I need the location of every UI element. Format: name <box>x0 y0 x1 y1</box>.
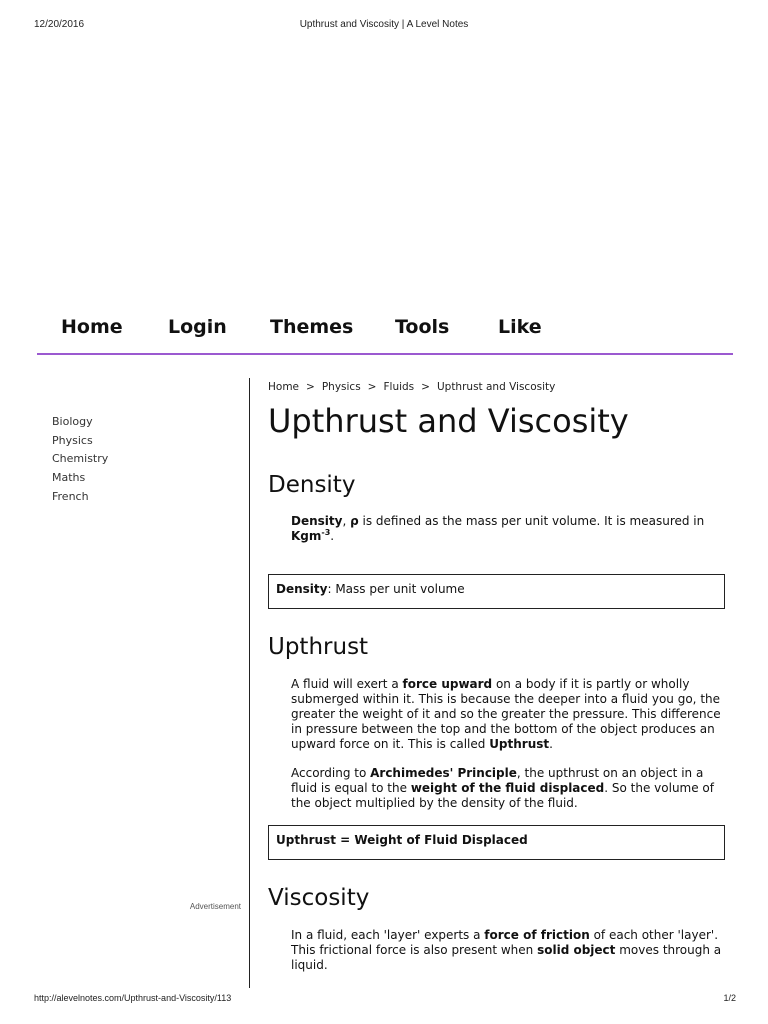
text-run: According to <box>291 766 371 780</box>
density-definition-box <box>268 574 725 609</box>
nav-themes[interactable]: Themes <box>270 316 354 338</box>
sidebar-item-biology[interactable]: Biology <box>52 415 93 428</box>
density-term: Density <box>291 514 343 528</box>
box-term: Density <box>276 582 328 596</box>
breadcrumb-current: Upthrust and Viscosity <box>436 381 556 393</box>
text-run: A fluid will exert a <box>291 677 403 691</box>
sidebar-item-physics[interactable]: Physics <box>52 434 93 447</box>
nav-like[interactable]: Like <box>498 316 542 338</box>
print-url: http://alevelnotes.com/Upthrust-and-Viscosity/113 <box>34 993 232 1003</box>
advertisement-label: Advertisement <box>189 902 241 911</box>
top-navigation <box>37 313 733 355</box>
sidebar-item-maths[interactable]: Maths <box>52 471 86 484</box>
breadcrumb-fluids[interactable]: Fluids <box>383 381 415 393</box>
nav-login[interactable]: Login <box>168 316 227 338</box>
page-title: Upthrust and Viscosity <box>268 402 629 440</box>
text-run: . <box>330 529 335 543</box>
upthrust-paragraph-2 <box>291 766 733 811</box>
print-page-title: Upthrust and Viscosity | A Level Notes <box>299 19 469 30</box>
section-heading-viscosity: Viscosity <box>268 885 370 911</box>
sidebar-item-chemistry[interactable]: Chemistry <box>52 452 109 465</box>
breadcrumb-separator: > <box>421 381 430 393</box>
print-page-number: 1/2 <box>723 993 736 1003</box>
bold-term: Upthrust <box>489 737 550 751</box>
sidebar-item-french[interactable]: French <box>52 490 89 503</box>
text-run: is defined as the mass per unit volume. It is measured in <box>358 514 705 528</box>
section-heading-density: Density <box>268 472 356 498</box>
text-run: , the upthrust on an object in a fluid is equal to the <box>291 766 704 795</box>
print-date: 12/20/2016 <box>34 19 85 30</box>
breadcrumb <box>268 381 555 393</box>
sidebar <box>37 378 250 988</box>
bold-term: force of friction <box>484 928 590 942</box>
text-run: . So the volume of the object multiplied by the density of the fluid. <box>291 781 714 810</box>
text-run: . <box>549 737 553 751</box>
text-run: moves through a liquid. <box>291 943 722 972</box>
text-run: of each other 'layer'. This frictional force is also present when <box>291 928 719 957</box>
unit-exponent: -3 <box>321 528 331 537</box>
density-unit: Kgm <box>291 529 322 543</box>
breadcrumb-physics[interactable]: Physics <box>321 381 361 393</box>
bold-term: Archimedes' Principle <box>370 766 517 780</box>
viscosity-paragraph <box>291 928 733 973</box>
text-run: on a body if it is partly or wholly submerged within it. This is because the deeper into a fluid you go, the greater the weight of it and so the greater the pressure. This difference in pressure between the top and the bottom of the object produces an upward force on it. This is called <box>291 677 721 751</box>
breadcrumb-home[interactable]: Home <box>268 381 300 393</box>
breadcrumb-separator: > <box>367 381 377 393</box>
box-term: Upthrust = Weight of Fluid Displaced <box>276 833 528 847</box>
nav-home[interactable]: Home <box>61 316 123 338</box>
section-heading-upthrust: Upthrust <box>268 634 369 660</box>
upthrust-paragraph-1 <box>291 677 733 752</box>
nav-tools[interactable]: Tools <box>395 316 450 338</box>
density-paragraph <box>291 514 733 544</box>
upthrust-formula-box <box>268 825 725 860</box>
breadcrumb-separator: > <box>306 381 315 393</box>
box-text: : Mass per unit volume <box>327 582 465 596</box>
rho-symbol: ρ <box>350 514 359 528</box>
bold-term: force upward <box>402 677 493 691</box>
text-run: , <box>342 514 351 528</box>
bold-term: weight of the fluid displaced <box>410 781 605 795</box>
bold-term: solid object <box>537 943 616 957</box>
text-run: In a fluid, each 'layer' experts a <box>291 928 485 942</box>
